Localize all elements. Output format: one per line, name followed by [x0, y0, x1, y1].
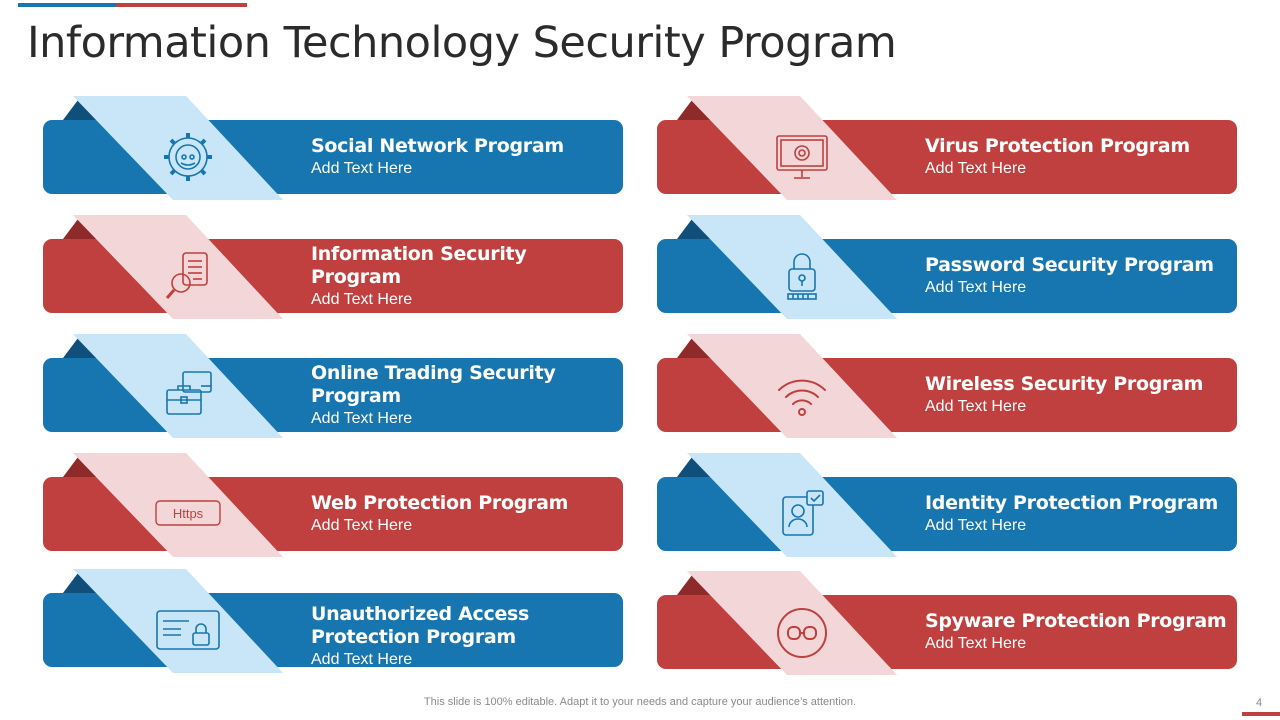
- card-title: Online Trading Security Program: [311, 361, 556, 407]
- card-title: Social Network Program: [311, 135, 564, 157]
- card-title: Virus Protection Program: [925, 135, 1190, 157]
- card-subtitle: Add Text Here: [925, 279, 1027, 296]
- card-title-line-2: Protection Program: [311, 625, 516, 648]
- card-title: Password Security Program: [925, 254, 1214, 276]
- https-label: Https: [172, 506, 204, 521]
- card-title-line-1: Unauthorized Access: [311, 602, 530, 625]
- card-identity-protection-program[interactable]: [657, 477, 1237, 551]
- card-spyware-protection-program[interactable]: [657, 595, 1237, 669]
- card-subtitle: Add Text Here: [925, 635, 1027, 652]
- wifi-icon: [767, 368, 837, 422]
- card-password-security-program[interactable]: [657, 239, 1237, 313]
- padlock-icon: [767, 249, 837, 303]
- card-subtitle: Add Text Here: [925, 160, 1027, 177]
- page-number: 4: [1256, 697, 1263, 709]
- card-subtitle: Add Text Here: [311, 409, 413, 427]
- briefcase-screen-icon: [153, 368, 223, 422]
- card-virus-protection-program[interactable]: [657, 120, 1237, 194]
- card-information-security-program[interactable]: [43, 239, 623, 313]
- card-subtitle: Add Text Here: [925, 517, 1027, 534]
- card-title: Web Protection Program: [311, 492, 569, 514]
- slide-footer: This slide is 100% editable. Adapt it to your needs and capture your audience’s attention.: [423, 696, 857, 708]
- card-title: Wireless Security Program: [925, 373, 1204, 395]
- gear-network-icon: [153, 130, 223, 184]
- identity-check-icon: [767, 487, 837, 541]
- card-social-network-program[interactable]: [43, 120, 623, 194]
- document-search-icon: [153, 249, 223, 303]
- card-subtitle: Add Text Here: [311, 160, 413, 177]
- card-title: Identity Protection Program: [925, 492, 1218, 514]
- https-icon: [153, 487, 223, 541]
- spyware-glasses-icon: [767, 605, 837, 659]
- card-title: Spyware Protection Program: [925, 610, 1227, 632]
- card-title: Information Security Program: [311, 242, 527, 288]
- card-subtitle: Add Text Here: [311, 650, 413, 668]
- card-unauthorized-access-protection-program[interactable]: [43, 593, 623, 667]
- card-web-protection-program[interactable]: [43, 477, 623, 551]
- slide-title: Information Technology Security Program: [27, 18, 897, 68]
- top-accent-bar-red: [116, 3, 247, 7]
- monitor-virus-icon: [767, 130, 837, 184]
- card-online-trading-security-program[interactable]: [43, 358, 623, 432]
- card-wireless-security-program[interactable]: [657, 358, 1237, 432]
- page-number-accent-bar: [1242, 712, 1280, 716]
- card-subtitle: Add Text Here: [311, 517, 413, 534]
- card-lock-icon: [153, 603, 223, 657]
- card-subtitle: Add Text Here: [311, 290, 413, 308]
- top-accent-bar-blue: [18, 3, 116, 7]
- card-subtitle: Add Text Here: [925, 398, 1027, 415]
